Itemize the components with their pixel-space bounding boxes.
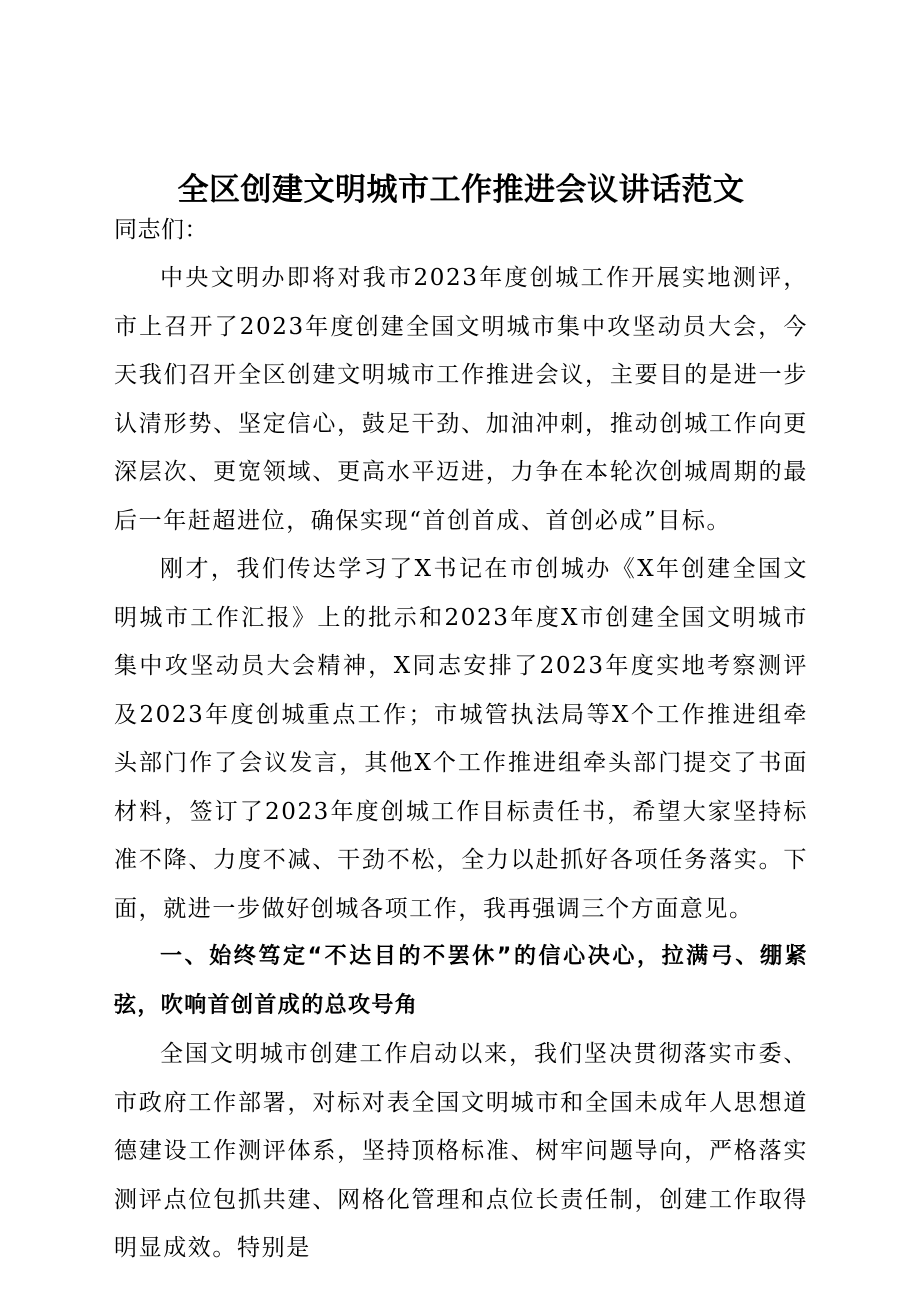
salutation: 同志们：: [114, 217, 208, 243]
paragraph-review: 刚才，我们传达学习了X书记在市创城办《X年创建全国文明城市工作汇报》上的批示和2023年度X市创建全国文明城市集中攻坚动员大会精神，X同志安排了2023年度实地考察测评及2023年度创城重点工作；市城管执法局等X个工作推进组牵头部门作了会议发言，其他X个工作推进组牵头部门提交了书面材料，签订了2023年度创城工作目标责任书，希望大家坚持标准不降、力度不减、干劲不松，全力以赴抓好各项任务落实。下面，就进一步做好创城各项工作，我再强调三个方面意见。: [114, 556, 808, 922]
paragraph-intro: 中央文明办即将对我市2023年度创城工作开展实地测评，市上召开了2023年度创建全国文明城市集中攻坚动员大会，今天我们召开全区创建文明城市工作推进会议，主要目的是进一步认清形势、坚定信心，鼓足干劲、加油冲刺，推动创城工作向更深层次、更宽领域、更高水平迈进，力争在本轮次创城周期的最后一年赶超进位，确保实现“首创首成、首创必成”目标。: [114, 265, 808, 534]
section-paragraph-1: 全国文明城市创建工作启动以来，我们坚决贯彻落实市委、市政府工作部署，对标对表全国文明城市和全国未成年人思想道德建设工作测评体系，坚持顶格标准、树牢问题导向，严格落实测评点位包抓共建、网格化管理和点位长责任制，创建工作取得明显成效。特别是: [114, 1041, 808, 1261]
document-body: [114, 200, 808, 1273]
document-title: 全区创建文明城市工作推进会议讲话范文: [177, 172, 745, 208]
section-heading-1: 一、始终笃定“不达目的不罢休”的信心决心，拉满弓、绷紧弦，吹响首创首成的总攻号角: [114, 944, 808, 1018]
